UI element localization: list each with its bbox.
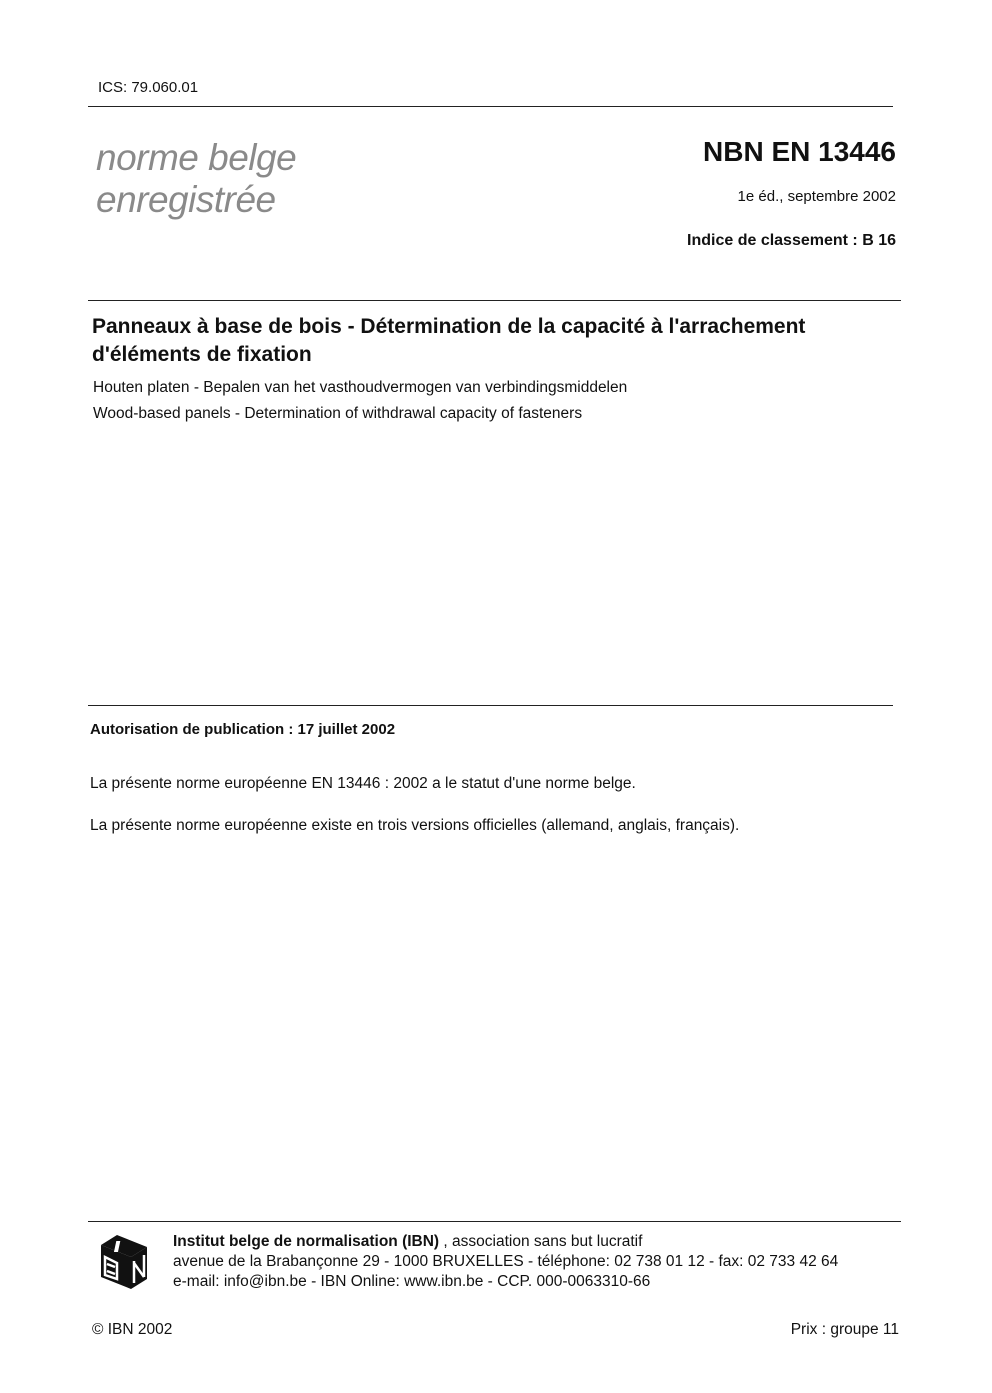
footer-address: avenue de la Brabançonne 29 - 1000 BRUXELLES - téléphone: 02 738 01 12 - fax: 02 733 42 64 bbox=[173, 1253, 839, 1270]
title-french-line-2: d'éléments de fixation bbox=[92, 343, 312, 366]
brand-title bbox=[96, 137, 296, 221]
title-french bbox=[92, 313, 902, 369]
authorization-date: Autorisation de publication : 17 juillet 2002 bbox=[90, 721, 396, 738]
footer-divider bbox=[88, 1221, 901, 1222]
org-suffix: , association sans but lucratif bbox=[439, 1233, 643, 1250]
body-divider bbox=[88, 705, 893, 706]
classification-index: Indice de classement : B 16 bbox=[687, 232, 896, 249]
title-english: Wood-based panels - Determination of withdrawal capacity of fasteners bbox=[93, 405, 583, 422]
title-french-line-1: Panneaux à base de bois - Détermination de la capacité à l'arrachement bbox=[92, 315, 806, 338]
ibn-logo bbox=[97, 1233, 151, 1291]
brand-line-1: norme belge bbox=[96, 137, 297, 178]
footer-org-line bbox=[173, 1232, 838, 1252]
org-name: Institut belge de normalisation (IBN) bbox=[173, 1233, 440, 1250]
title-divider bbox=[88, 300, 901, 301]
title-dutch: Houten platen - Bepalen van het vasthoudvermogen van verbindingsmiddelen bbox=[93, 379, 628, 396]
copyright: © IBN 2002 bbox=[92, 1321, 173, 1338]
price-group: Prix : groupe 11 bbox=[790, 1321, 899, 1338]
footer-contact: e-mail: info@ibn.be - IBN Online: www.ibn.be - CCP. 000-0063310-66 bbox=[173, 1273, 651, 1290]
brand-line-2: enregistrée bbox=[96, 179, 276, 220]
header-divider bbox=[88, 106, 893, 107]
ics-code: ICS: 79.060.01 bbox=[98, 79, 199, 96]
standard-number: NBN EN 13446 bbox=[703, 136, 896, 167]
footer-contact-block bbox=[173, 1232, 838, 1292]
versions-paragraph: La présente norme européenne existe en trois versions officielles (allemand, anglais, français). bbox=[90, 817, 740, 834]
status-paragraph: La présente norme européenne EN 13446 : 2002 a le statut d'une norme belge. bbox=[90, 775, 636, 792]
edition-date: 1e éd., septembre 2002 bbox=[737, 188, 896, 205]
ibn-logo-icon bbox=[97, 1233, 151, 1291]
